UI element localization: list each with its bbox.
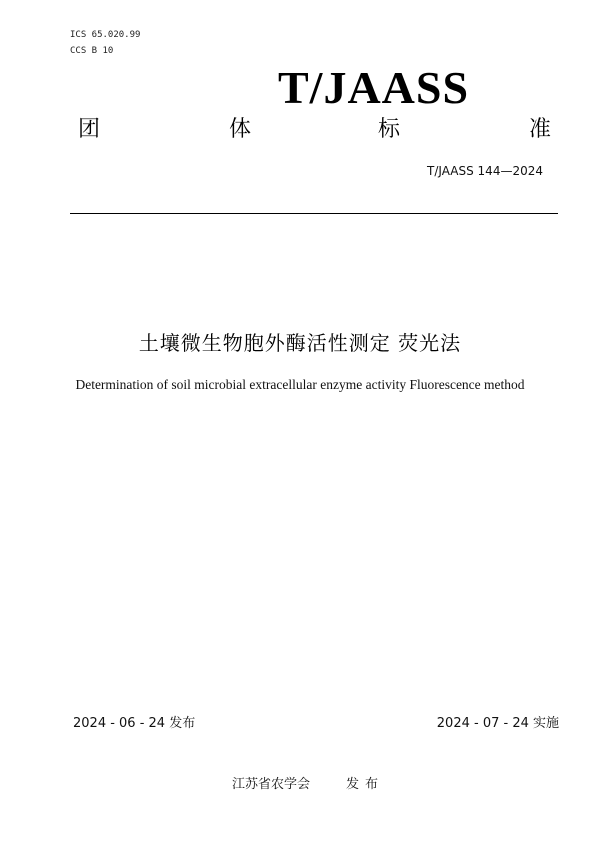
document-title-english: Determination of soil microbial extracellular enzyme activity Fluorescence method [75, 377, 525, 392]
ics-code: ICS 65.020.99 [70, 30, 141, 40]
standard-kind-char-4: 准 [529, 117, 552, 142]
header-divider [70, 213, 558, 214]
ccs-code: CCS B 10 [70, 46, 114, 56]
implement-date: 2024 - 07 - 24 实施 [436, 716, 559, 731]
publish-date: 2024 - 06 - 24 发布 [73, 716, 196, 731]
issued-label: 发布 [346, 777, 385, 792]
standard-kind-char-1: 团 [78, 117, 101, 142]
standard-kind-char-3: 标 [378, 117, 401, 142]
issuing-organization: 江苏省农学会 [232, 777, 311, 792]
standard-logo: T/JAASS [278, 62, 470, 113]
standard-number: T/JAASS 144—2024 [427, 164, 543, 178]
standard-kind-char-2: 体 [229, 117, 252, 142]
document-title-chinese: 土壤微生物胞外酶活性测定 荧光法 [138, 331, 462, 355]
